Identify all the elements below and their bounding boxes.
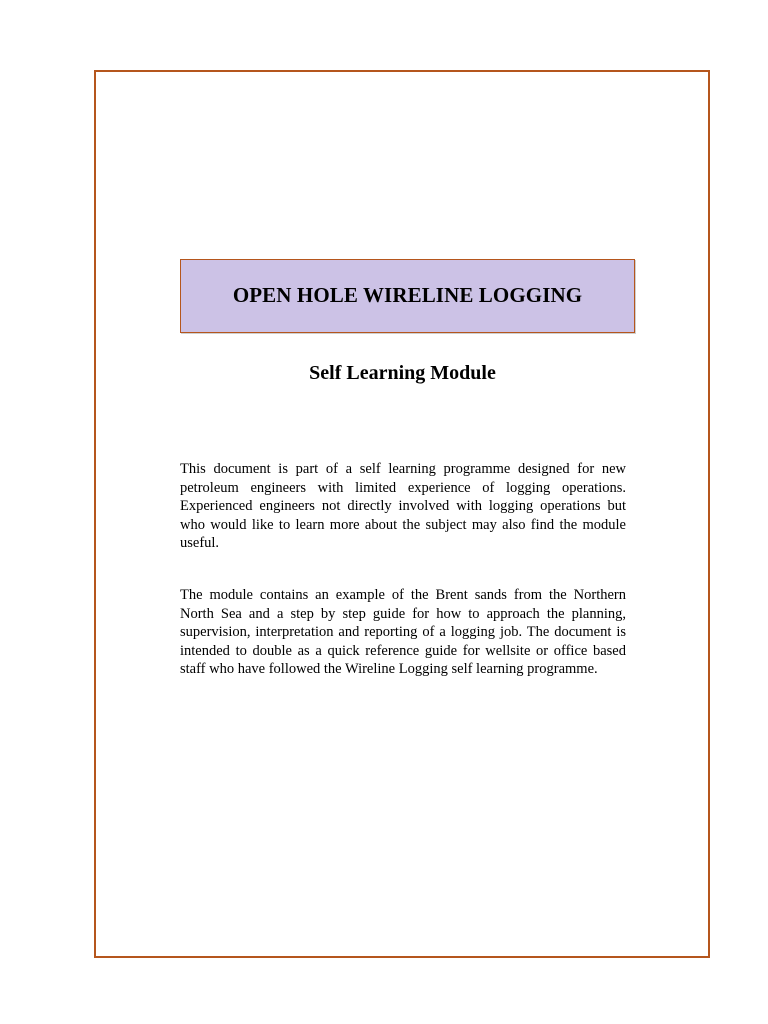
- intro-paragraph: This document is part of a self learning programme designed for new petroleum engineers with limited experience of logging operations. Experienced engineers not directly involved with logging operations but who would like to learn more about the subject may also find the module useful.: [180, 461, 626, 551]
- module-contents-paragraph: The module contains an example of the Brent sands from the Northern North Sea and a step by step guide for how to approach the planning, supervision, interpretation and reporting of a logging job. The document is intended to double as a quick reference guide for wellsite or office based staff who have followed the Wireline Logging self learning programme.: [180, 587, 626, 677]
- title-box: [180, 259, 635, 333]
- document-subtitle: Self Learning Module: [309, 362, 496, 384]
- document-title: OPEN HOLE WIRELINE LOGGING: [232, 282, 583, 307]
